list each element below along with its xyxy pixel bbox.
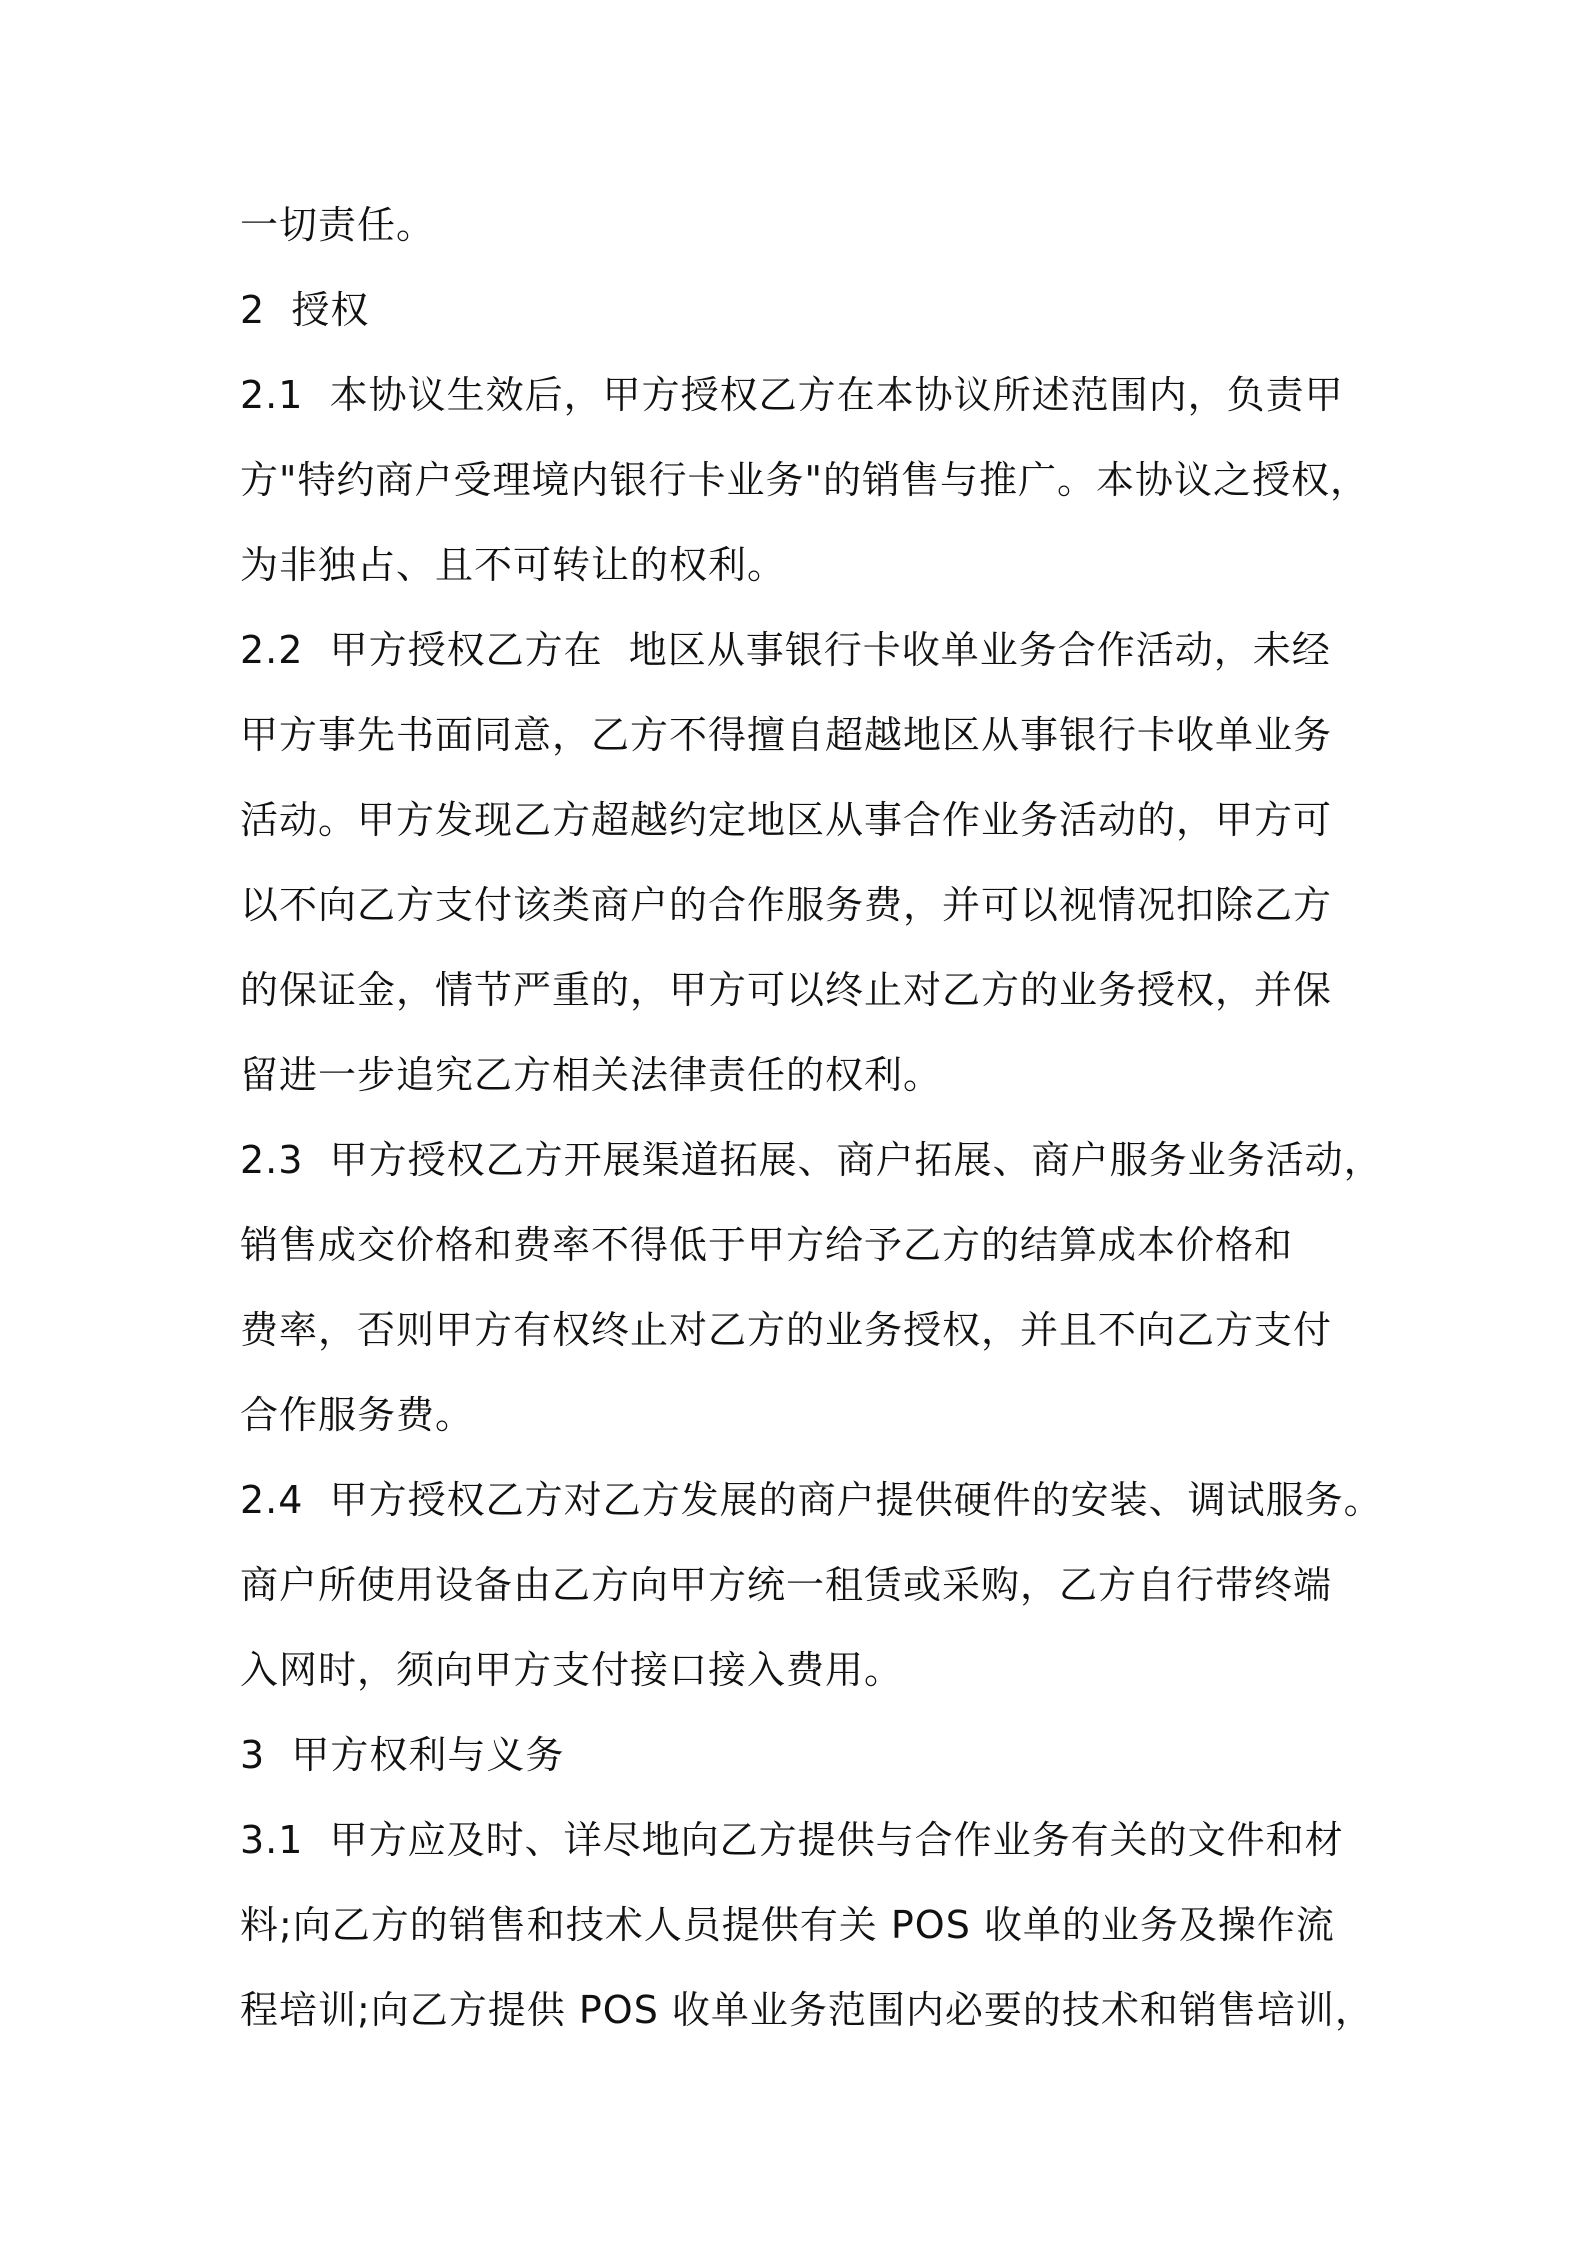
text-line: 料;向乙方的销售和技术人员提供有关 POS 收单的业务及操作流: [240, 1903, 1335, 1947]
text-line: 方"特约商户受理境内银行卡业务"的销售与推广。本协议之授权，: [240, 458, 1369, 502]
text-line: 商户所使用设备由乙方向甲方统一租赁或采购，乙方自行带终端: [240, 1563, 1333, 1607]
text-line: 2.3 甲方授权乙方开展渠道拓展、商户拓展、商户服务业务活动，: [240, 1138, 1383, 1182]
text-line: 活动。甲方发现乙方超越约定地区从事合作业务活动的，甲方可: [240, 798, 1333, 842]
text-line: 甲方事先书面同意，乙方不得擅自超越地区从事银行卡收单业务: [240, 713, 1333, 757]
text-line: 一切责任。: [240, 203, 436, 247]
section-heading: 3 甲方权利与义务: [240, 1733, 565, 1777]
text-line: 程培训;向乙方提供 POS 收单业务范围内必要的技术和销售培训，: [240, 1988, 1374, 2032]
text-line: 留进一步追究乙方相关法律责任的权利。: [240, 1053, 943, 1097]
section-heading: 2 授权: [240, 288, 370, 332]
text-line: 以不向乙方支付该类商户的合作服务费，并可以视情况扣除乙方: [240, 883, 1333, 927]
text-line: 费率，否则甲方有权终止对乙方的业务授权，并且不向乙方支付: [240, 1308, 1333, 1352]
text-line: 入网时，须向甲方支付接口接入费用。: [240, 1648, 904, 1692]
text-line: 合作服务费。: [240, 1393, 475, 1437]
text-line: 的保证金，情节严重的，甲方可以终止对乙方的业务授权，并保: [240, 968, 1333, 1012]
text-line: 销售成交价格和费率不得低于甲方给予乙方的结算成本价格和: [240, 1223, 1294, 1267]
text-line: 为非独占、且不可转让的权利。: [240, 543, 787, 587]
text-line: 2.4 甲方授权乙方对乙方发展的商户提供硬件的安装、调试服务。: [240, 1478, 1383, 1522]
text-line: 3.1 甲方应及时、详尽地向乙方提供与合作业务有关的文件和材: [240, 1818, 1344, 1862]
text-line: 2.1 本协议生效后，甲方授权乙方在本协议所述范围内，负责甲: [240, 373, 1344, 417]
text-line: 2.2 甲方授权乙方在 地区从事银行卡收单业务合作活动，未经: [240, 628, 1331, 672]
